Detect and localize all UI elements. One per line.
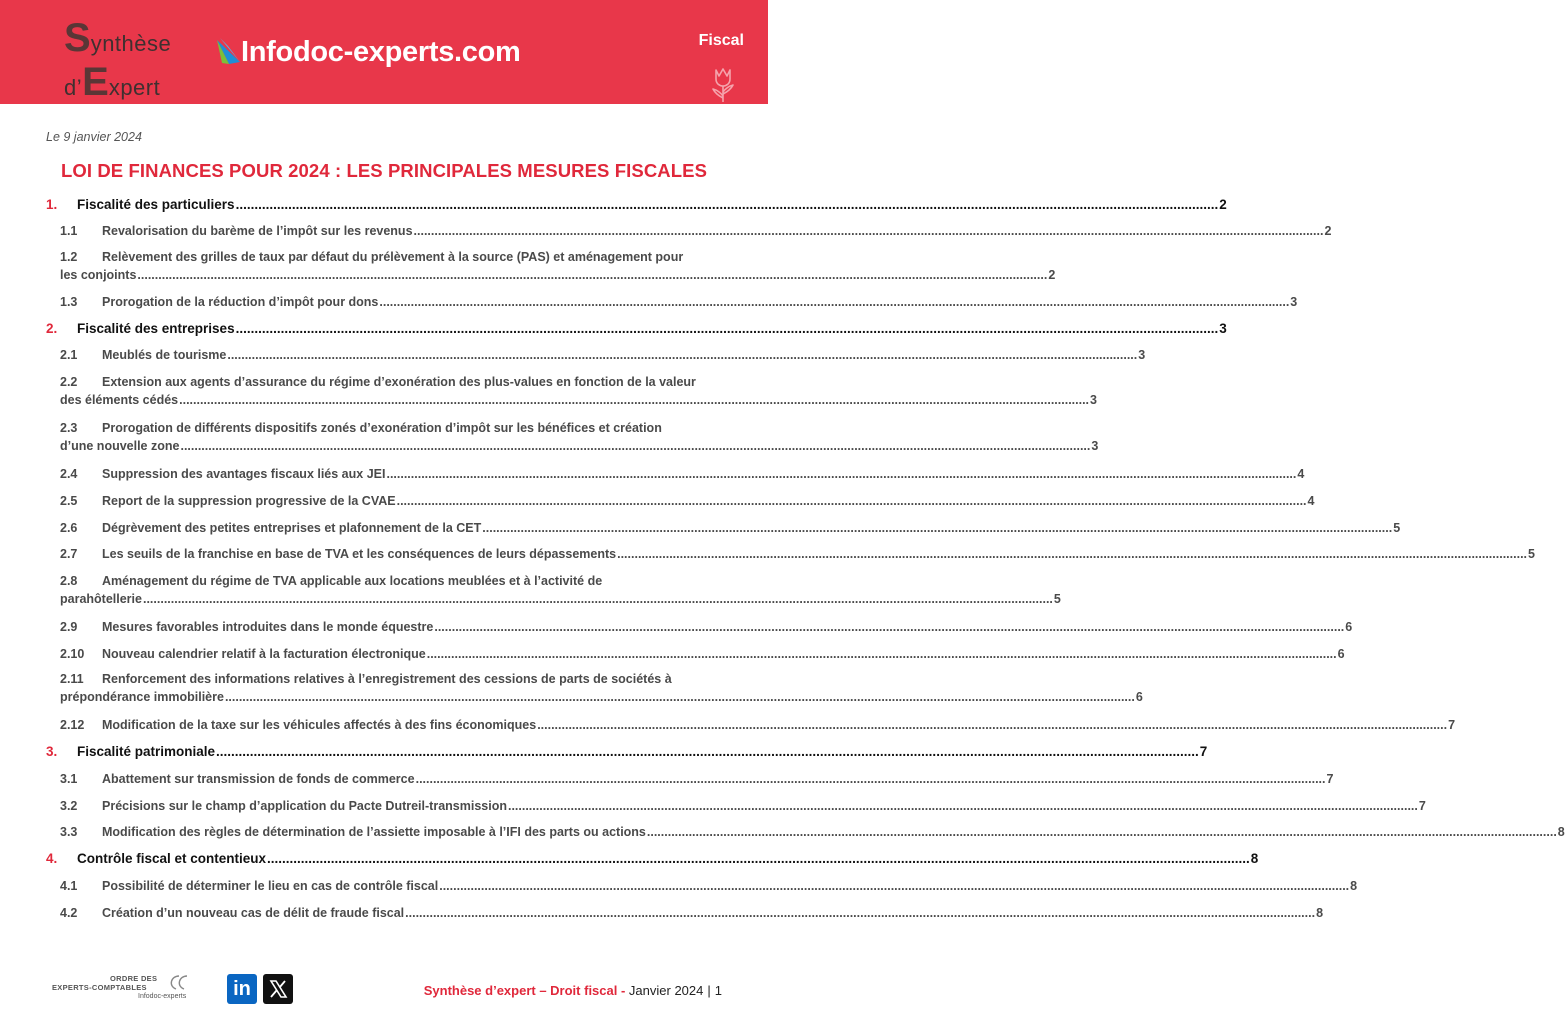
- toc-item-2-11[interactable]: [60, 672, 1143, 708]
- toc-item-number: 1.1: [60, 224, 78, 238]
- header-band: [0, 0, 768, 104]
- brand-word-synthese: ynthèse: [90, 31, 172, 56]
- toc-section-1[interactable]: [46, 197, 1227, 215]
- toc-page-number: 5: [1528, 547, 1535, 561]
- toc-item-label-continued: parahôtellerie: [60, 592, 142, 606]
- toc-item-1-3[interactable]: [60, 295, 1298, 313]
- toc-item-1-2[interactable]: [60, 250, 1056, 286]
- toc-item-label: Les seuils de la franchise en base de TVA et les conséquences de leurs dépassements: [102, 547, 617, 561]
- toc-page-number: 7: [1199, 744, 1208, 759]
- toc-page-number: 3: [1219, 321, 1227, 336]
- infodoc-arrow-icon: [216, 36, 242, 66]
- toc-page-number: 8: [1316, 906, 1324, 920]
- toc-item-number: 2.11: [60, 672, 84, 686]
- toc-page-number: 6: [1337, 647, 1345, 661]
- toc-item-label: Revalorisation du barème de l’impôt sur les revenus: [102, 224, 413, 238]
- toc-page-number: 4: [1307, 494, 1315, 508]
- toc-page-number: 5: [1053, 592, 1061, 606]
- toc-item-2-3[interactable]: [60, 421, 1099, 457]
- toc-page-number: 8: [1350, 879, 1358, 893]
- toc-item-label: Précisions sur le champ d’application du Pacte Dutreil-transmission: [102, 799, 507, 813]
- toc-section-number: 1.: [46, 197, 58, 212]
- toc-item-number: 2.5: [60, 494, 78, 508]
- toc-item-label: Prorogation de la réduction d’impôt pour dons: [102, 295, 379, 309]
- toc-item-label: Relèvement des grilles de taux par défaut du prélèvement à la source (PAS) et aménagement pour: [102, 250, 684, 264]
- toc-item-label: Suppression des avantages fiscaux liés aux JEI: [102, 467, 386, 481]
- toc-item-3-2[interactable]: [60, 799, 1426, 817]
- toc-item-number: 2.7: [60, 547, 78, 561]
- toc-page-number: 4: [1297, 467, 1305, 481]
- oec-line-2: EXPERTS-COMPTABLES: [52, 983, 147, 992]
- toc-item-label: Modification des règles de détermination de l’assiette imposable à l’IFI des parts ou actions: [102, 825, 646, 839]
- page-title: LOI DE FINANCES POUR 2024 : LES PRINCIPALES MESURES FISCALES: [60, 160, 708, 181]
- toc-item-number: 4.2: [60, 906, 78, 920]
- toc-item-number: 1.3: [60, 295, 78, 309]
- toc-item-number: 2.2: [60, 375, 78, 389]
- toc-section-label: Fiscalité des entreprises: [77, 321, 235, 336]
- oec-line-1: ORDRE DES: [110, 974, 158, 983]
- toc-item-label: Mesures favorables introduites dans le monde équestre: [102, 620, 434, 634]
- toc-item-label: Dégrèvement des petites entreprises et plafonnement de la CET: [102, 521, 482, 535]
- toc-item-label: Report de la suppression progressive de la CVAE: [102, 494, 396, 508]
- toc-item-4-1[interactable]: [60, 879, 1358, 897]
- toc-page-number: 2: [1219, 197, 1227, 212]
- toc-item-2-7[interactable]: [60, 547, 1535, 565]
- toc-item-2-8[interactable]: [60, 574, 1061, 610]
- toc-item-2-5[interactable]: [60, 494, 1315, 512]
- toc-item-number: 3.2: [60, 799, 78, 813]
- x-logo-icon: [263, 974, 293, 1004]
- toc-item-label: Abattement sur transmission de fonds de commerce: [102, 772, 415, 786]
- toc-item-label: Extension aux agents d’assurance du régime d’exonération des plus-values en fonction de la valeur: [102, 375, 696, 389]
- toc-item-2-12[interactable]: [60, 718, 1456, 736]
- toc-item-3-3[interactable]: [60, 825, 1565, 843]
- toc-item-2-1[interactable]: [60, 348, 1146, 366]
- brand-synthese-logo: [64, 16, 194, 104]
- toc-item-number: 2.3: [60, 421, 78, 435]
- toc-item-number: 3.3: [60, 825, 78, 839]
- toc-item-3-1[interactable]: [60, 772, 1334, 790]
- toc-item-2-10[interactable]: [60, 647, 1345, 665]
- toc-item-label-continued: prépondérance immobilière: [60, 690, 224, 704]
- linkedin-button[interactable]: [227, 974, 257, 1004]
- toc-item-label-continued: des éléments cédés: [60, 393, 179, 407]
- toc-item-number: 4.1: [60, 879, 78, 893]
- toc-section-label: Fiscalité des particuliers: [77, 197, 235, 212]
- toc-page-number: 3: [1138, 348, 1146, 362]
- ordre-experts-comptables-logo: [52, 974, 202, 1004]
- footer-publication: Synthèse d’expert – Droit fiscal: [423, 983, 618, 998]
- toc-page-number: 3: [1090, 393, 1097, 407]
- footer-page-number: 1: [714, 983, 722, 998]
- toc-section-number: 4.: [46, 851, 58, 866]
- tulip-icon: [708, 66, 738, 104]
- toc-item-label-continued: les conjoints: [60, 268, 137, 282]
- toc-item-number: 1.2: [60, 250, 78, 264]
- document-date: Le 9 janvier 2024: [46, 130, 142, 144]
- toc-item-label: Nouveau calendrier relatif à la facturation électronique: [102, 647, 426, 661]
- toc-item-number: 2.10: [60, 647, 85, 661]
- toc-item-label: Possibilité de déterminer le lieu en cas de contrôle fiscal: [102, 879, 439, 893]
- toc-item-number: 3.1: [60, 772, 78, 786]
- oec-line-3: Infodoc-experts: [138, 993, 187, 1000]
- toc-item-1-1[interactable]: [60, 224, 1332, 242]
- toc-item-label: Renforcement des informations relatives à l’enregistrement des cessions de parts de sociétés à: [102, 672, 672, 686]
- toc-page-number: 3: [1091, 439, 1099, 453]
- toc-page-number: 8: [1250, 851, 1259, 866]
- toc-page-number: 5: [1393, 521, 1401, 535]
- toc-section-label: Fiscalité patrimoniale: [77, 744, 216, 759]
- brand-word-expert: xpert: [108, 75, 161, 100]
- toc-page-number: 2: [1324, 224, 1332, 238]
- toc-item-label: Prorogation de différents dispositifs zonés d’exonération d’impôt sur les bénéfices et création: [102, 421, 662, 435]
- toc-item-label: Création d’un nouveau cas de délit de fraude fiscal: [102, 906, 405, 920]
- toc-item-label: Modification de la taxe sur les véhicules affectés à des fins économiques: [102, 718, 537, 732]
- toc-item-number: 2.6: [60, 521, 78, 535]
- toc-section-number: 3.: [46, 744, 58, 759]
- rubric-label: Fiscal: [698, 32, 744, 49]
- toc-page-number: 8: [1557, 825, 1565, 839]
- footer-text: [424, 983, 722, 998]
- toc-item-2-4[interactable]: [60, 467, 1305, 485]
- toc-section-3[interactable]: [46, 744, 1208, 762]
- toc-item-2-9[interactable]: [60, 620, 1353, 638]
- toc-item-number: 2.9: [60, 620, 78, 634]
- toc-section-2[interactable]: [46, 321, 1227, 339]
- toc-section-number: 2.: [46, 321, 58, 336]
- toc-item-number: 2.1: [60, 348, 78, 362]
- brand-initial-s: S: [64, 16, 91, 60]
- toc-section-4[interactable]: [46, 851, 1259, 869]
- infodoc-logo[interactable]: [216, 34, 576, 70]
- toc-page-number: 7: [1448, 718, 1456, 732]
- brand-initial-e: E: [82, 60, 109, 104]
- brand-prefix: d’: [64, 75, 83, 100]
- toc-item-2-2[interactable]: [60, 375, 1097, 411]
- toc-page-number: 6: [1135, 690, 1143, 704]
- site-name: Infodoc-experts.com: [241, 36, 521, 68]
- toc-item-label: Aménagement du régime de TVA applicable aux locations meublées et à l’activité de: [102, 574, 603, 588]
- toc-page-number: 6: [1345, 620, 1353, 634]
- toc-page-number: 2: [1048, 268, 1056, 282]
- footer-dash: -: [617, 983, 629, 998]
- footer-separator: |: [707, 983, 711, 998]
- toc-page-number: 3: [1290, 295, 1298, 309]
- toc-item-number: 2.4: [60, 467, 78, 481]
- toc-item-4-2[interactable]: [60, 906, 1324, 924]
- toc-section-label: Contrôle fiscal et contentieux: [77, 851, 267, 866]
- toc-item-2-6[interactable]: [60, 521, 1401, 539]
- toc-item-number: 2.8: [60, 574, 78, 588]
- toc-page-number: 7: [1326, 772, 1334, 786]
- oec-swirl-icon: [165, 974, 193, 992]
- footer-month: Janvier 2024: [628, 983, 704, 998]
- toc-item-label: Meublés de tourisme: [102, 348, 227, 362]
- toc-item-number: 2.12: [60, 718, 85, 732]
- x-button[interactable]: [263, 974, 293, 1004]
- toc-item-label-continued: d’une nouvelle zone: [60, 439, 180, 453]
- linkedin-icon: in: [233, 978, 251, 1000]
- toc-page-number: 7: [1418, 799, 1426, 813]
